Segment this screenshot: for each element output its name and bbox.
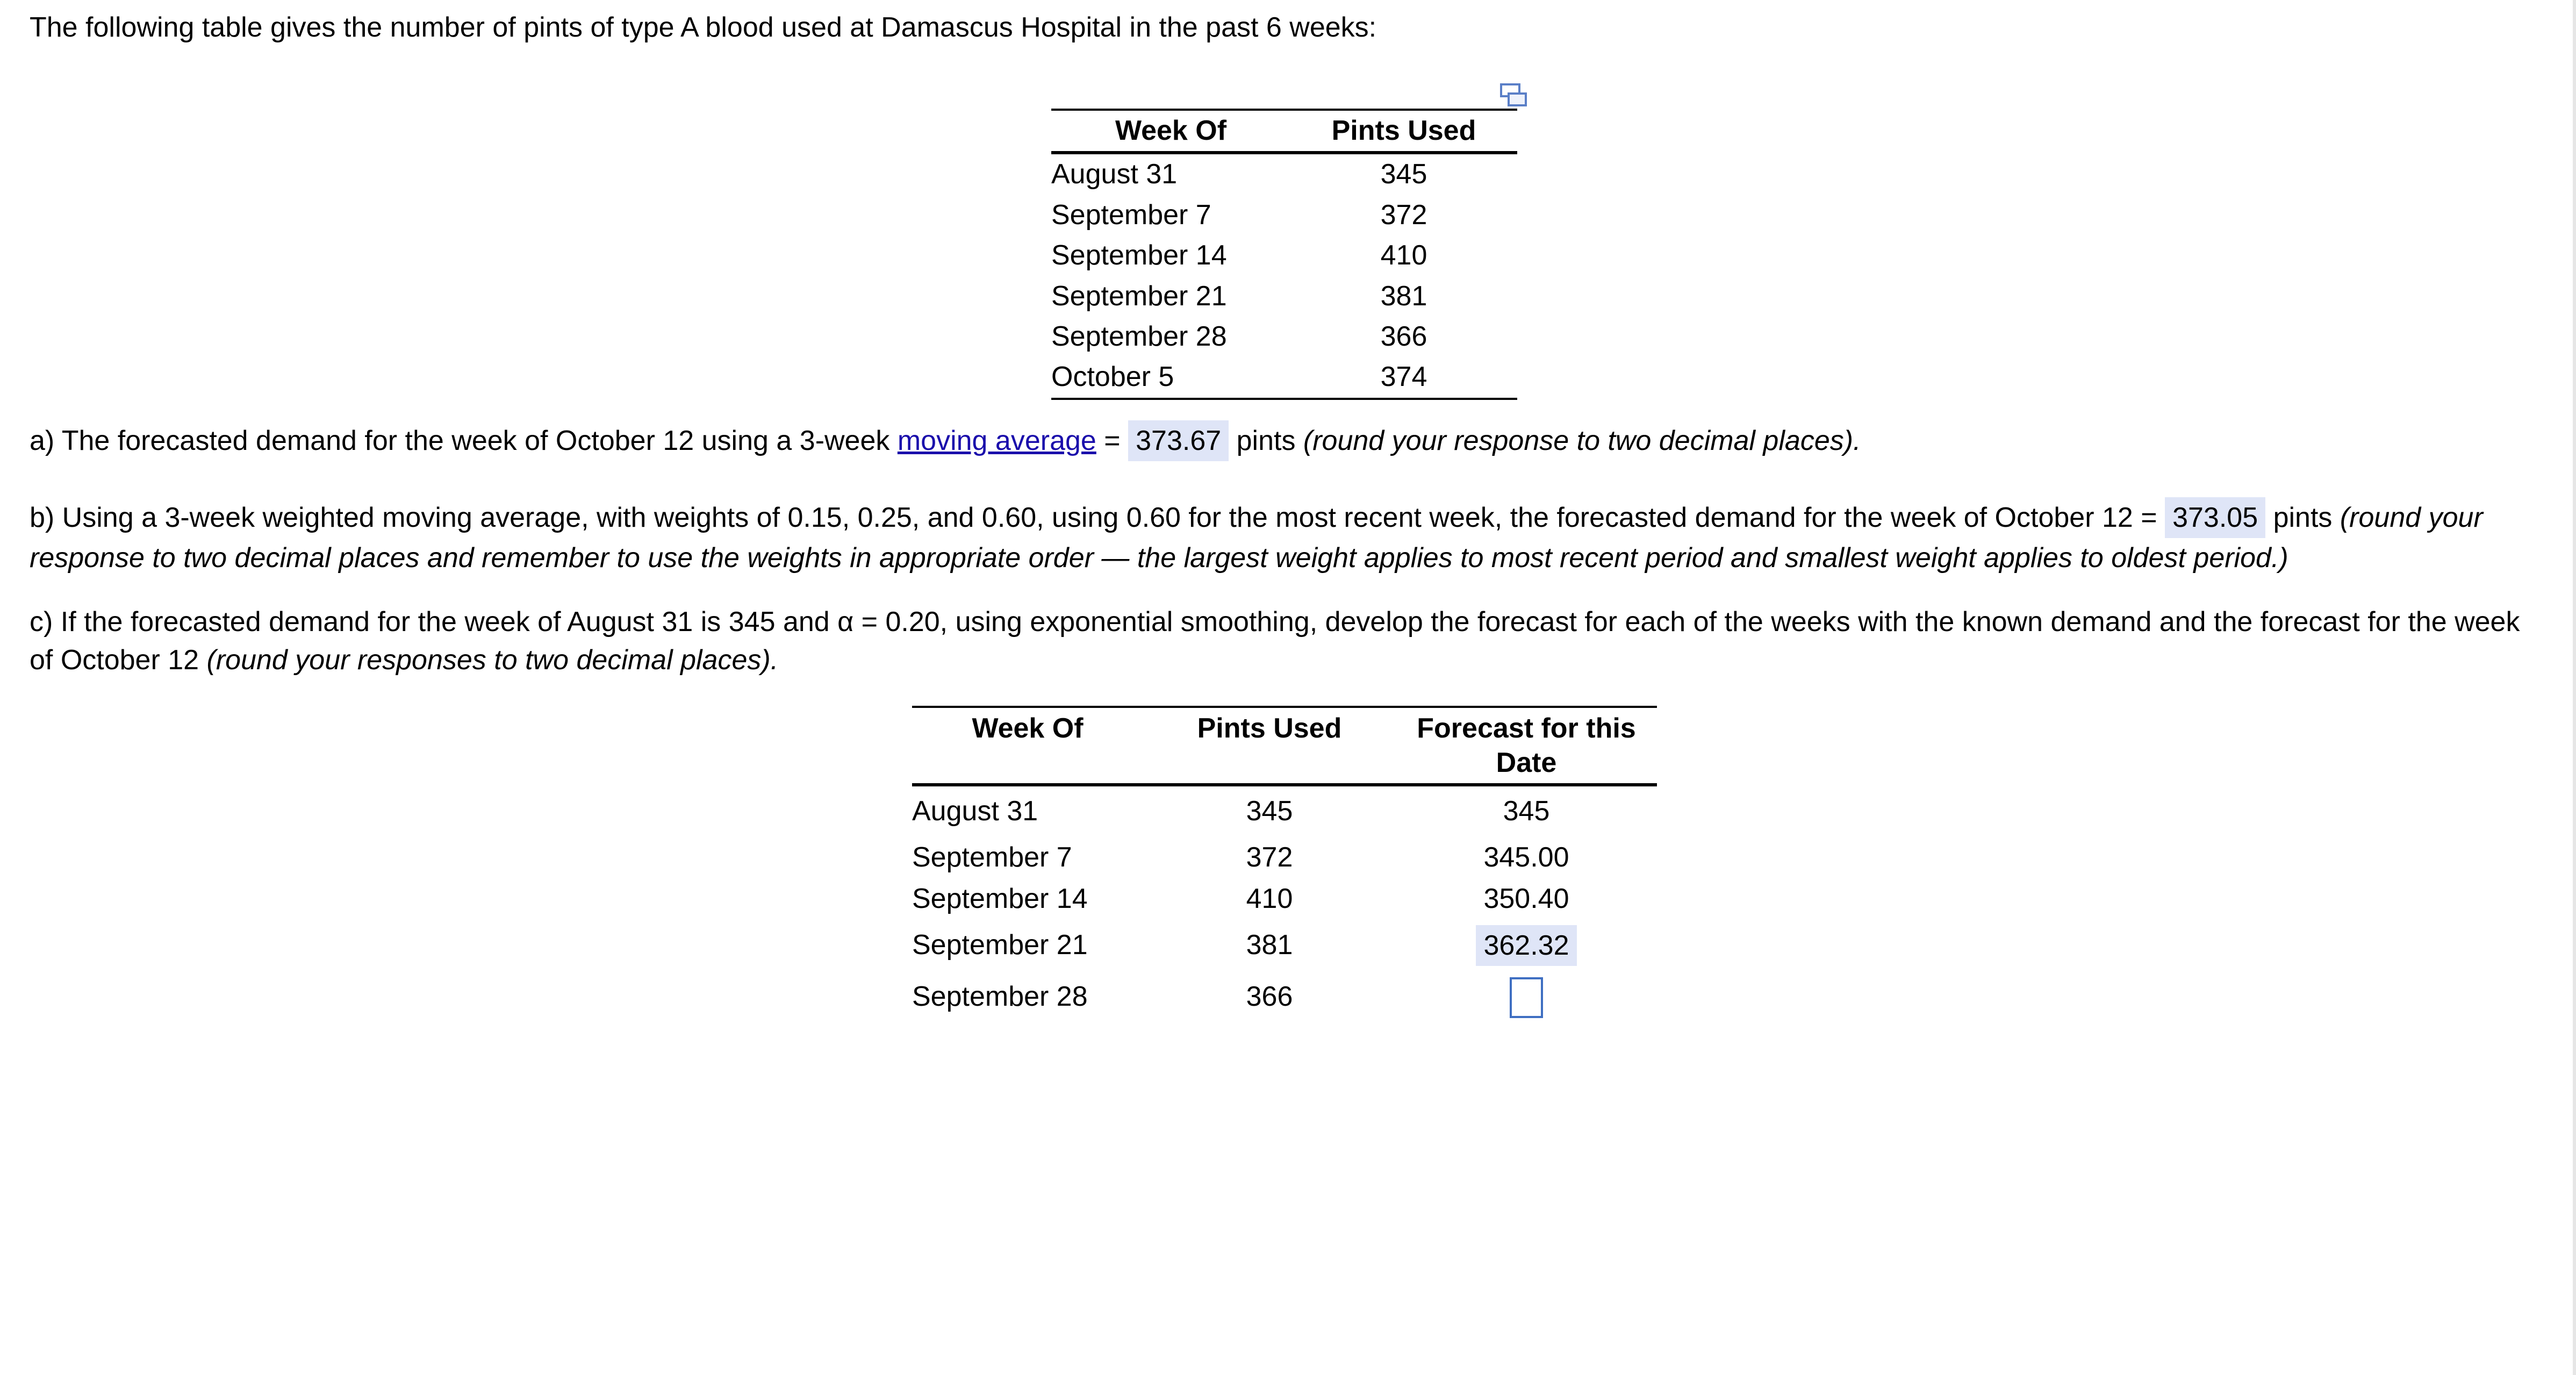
column-header-forecast: Forecast for this Date: [1396, 707, 1657, 785]
rounding-note: (round your responses to two decimal places).: [206, 644, 779, 676]
pints-table: [1051, 109, 1517, 400]
week-cell: September 21: [912, 929, 1088, 961]
pints-cell: 381: [1246, 929, 1293, 961]
pints-cell: 345: [1380, 159, 1427, 190]
pints-cell: 345: [1246, 796, 1293, 827]
forecast-cell: [1396, 920, 1657, 971]
table-row: [912, 878, 1657, 920]
forecast-answer-value[interactable]: 362.32: [1476, 925, 1576, 966]
pints-cell: 372: [1380, 199, 1427, 231]
week-cell: August 31: [912, 796, 1038, 827]
pints-cell: 410: [1246, 883, 1293, 914]
table-row: [1051, 153, 1517, 195]
table-row: [1051, 357, 1517, 398]
unit-label: pints: [2265, 502, 2340, 533]
pints-cell: 372: [1246, 841, 1293, 873]
week-cell: September 28: [1051, 320, 1227, 352]
pints-cell: 366: [1380, 320, 1427, 352]
window-edge: [2573, 0, 2576, 1375]
table-row: [1051, 317, 1517, 357]
table-row: [1051, 195, 1517, 235]
week-cell: August 31: [1051, 159, 1178, 190]
question-b: [30, 497, 2534, 578]
answer-b-value[interactable]: 373.05: [2165, 497, 2265, 538]
table-row: [912, 971, 1657, 1023]
column-header-pints: Pints Used: [1143, 707, 1396, 785]
intro-text: The following table gives the number of pints of type A blood used at Damascus Hospital in the past 6 weeks:: [30, 12, 1377, 43]
table-row: [1051, 235, 1517, 276]
column-header-week: Week Of: [1051, 110, 1290, 153]
week-cell: September 21: [1051, 280, 1227, 312]
question-c-text: c) If the forecasted demand for the week of August 31 is 345 and α = 0.20, using exponential smoothing, develop the forecast for each of the weeks with the known demand and the forecast for the week of October 12: [30, 606, 2520, 676]
table-row: [912, 837, 1657, 878]
week-cell: October 5: [1051, 357, 1290, 398]
table-row: [912, 920, 1657, 971]
rounding-note: (round your response to two decimal places).: [1303, 425, 1861, 456]
forecast-cell: [1396, 971, 1657, 1023]
pints-cell: 381: [1380, 280, 1427, 312]
question-a-text: a) The forecasted demand for the week of October 12 using a 3-week: [30, 425, 898, 456]
forecast-cell: 345: [1503, 796, 1550, 827]
week-cell: September 28: [912, 981, 1088, 1013]
forecast-table: [912, 706, 1657, 1023]
week-cell: September 7: [1051, 199, 1211, 231]
pints-cell: 366: [1246, 981, 1293, 1013]
table-row: [912, 785, 1657, 837]
question-a: [30, 420, 1861, 461]
equals-sign: =: [1096, 425, 1129, 456]
forecast-cell: 350.40: [1483, 883, 1569, 914]
answer-a-value[interactable]: 373.67: [1128, 420, 1229, 461]
week-cell: September 7: [912, 841, 1072, 873]
column-header-pints: Pints Used: [1290, 110, 1517, 153]
pints-cell: 374: [1290, 357, 1517, 398]
column-header-week: Week Of: [912, 707, 1143, 785]
week-cell: September 14: [912, 883, 1088, 914]
table-header-row: [912, 707, 1657, 785]
unit-label: pints: [1229, 425, 1303, 456]
rounding-note: (round your response to two decimal places and remember to use the weights in appropriate order — the largest weight applies to most recent period and smallest weight applies to oldest period.): [30, 502, 2483, 574]
question-c: [30, 603, 2545, 679]
forecast-cell: 345.00: [1483, 841, 1569, 873]
moving-average-link[interactable]: moving average: [897, 425, 1096, 456]
question-b-text: b) Using a 3-week weighted moving average, with weights of 0.15, 0.25, and 0.60, using 0.60 for the most recent week, the forecasted demand for the week of October 12 =: [30, 502, 2165, 533]
table-row: [1051, 276, 1517, 317]
table-header-row: [1051, 110, 1517, 153]
week-cell: September 14: [1051, 240, 1227, 271]
tools-icon[interactable]: [1500, 80, 1528, 105]
pints-cell: 410: [1380, 240, 1427, 271]
forecast-input[interactable]: [1510, 977, 1543, 1018]
